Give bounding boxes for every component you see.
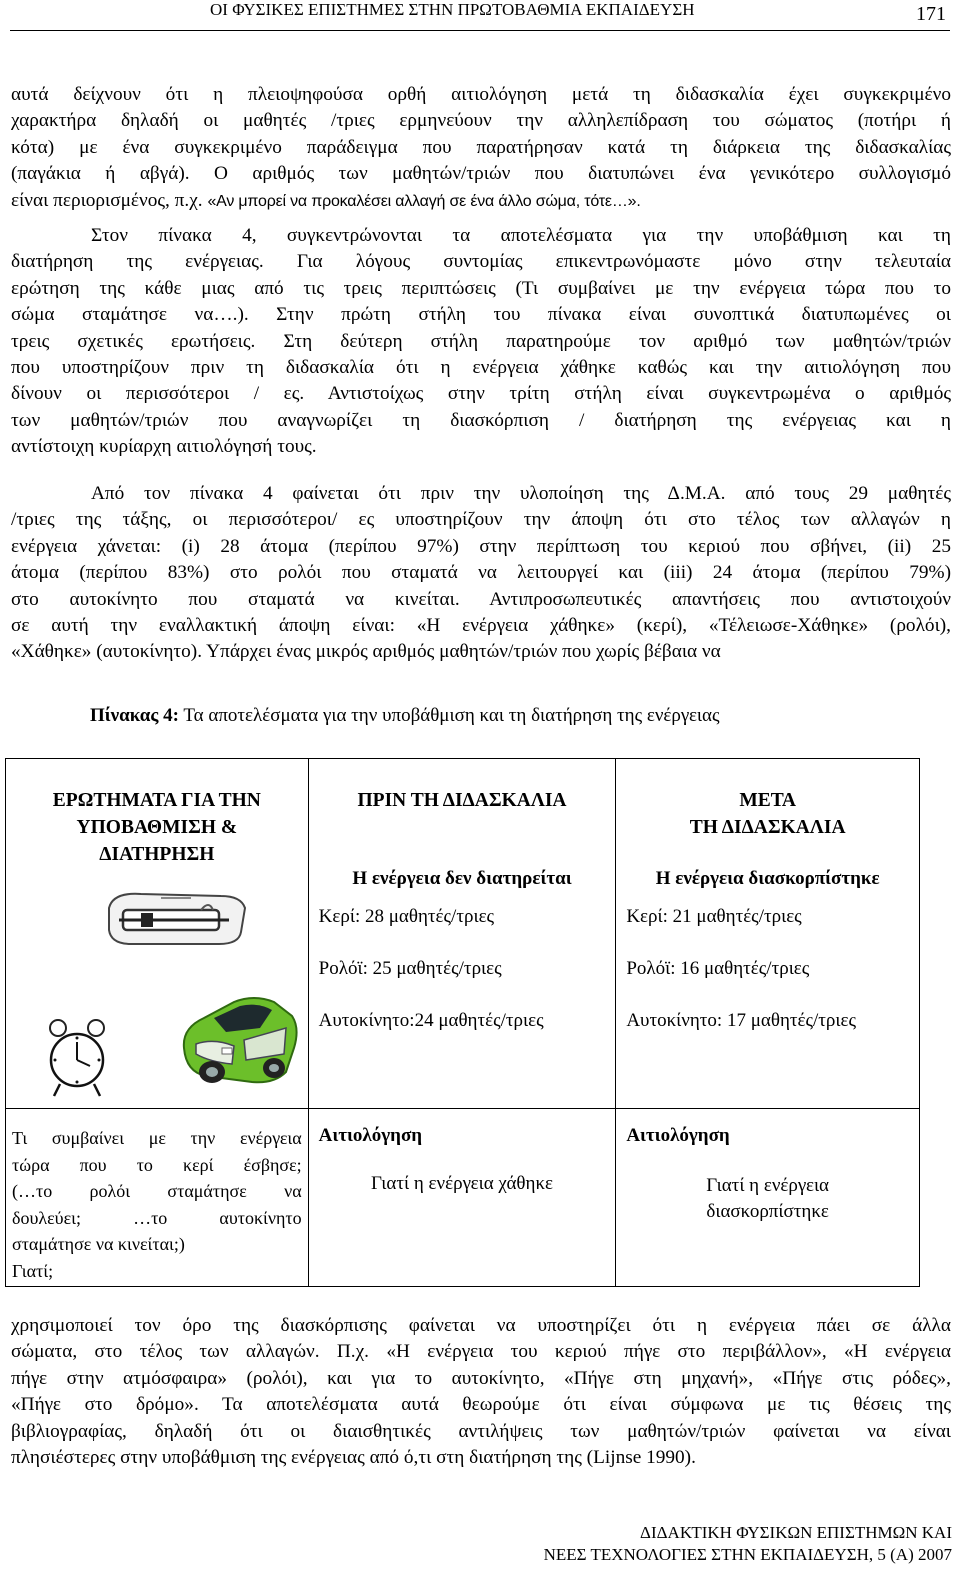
text-line: ενέργεια χάνεται: (i) 28 άτομα (περίπου 97%) στην περίπτωση του κεριού που σβήνει, (ii) 25 — [11, 535, 951, 557]
paragraph-2 — [11, 223, 951, 461]
clock-sketch-image — [46, 1016, 108, 1098]
text-line: πλησιέστερες στην υποβάθμιση της ενέργειας από ό,τι στη διατήρηση της (Lijnse 1990). — [11, 1447, 696, 1469]
text-line: (παγάκια ή αβγά). Ο αριθμός των μαθητών/τριών που διατυπώνει ένα γενικότερο συλλογισμό — [11, 163, 951, 185]
caption-text: Τα αποτελέσματα για την υποβάθμιση και τη διατήρηση της ενέργειας — [178, 705, 720, 726]
table-row — [6, 759, 920, 1109]
paragraph-4 — [11, 1313, 951, 1471]
after-justification-cell — [616, 1109, 920, 1287]
text-line: βιβλιογραφίας, δηλαδή ότι οι διαισθητικές αντιλήψεις των μαθητών/τριών φαίνεται να είναι — [11, 1420, 951, 1442]
before-value-candle: Κερί: 28 μαθητές/τριες — [318, 906, 495, 927]
text-line: πήγε στην ατμόσφαιρα» (ρολόι), και για το αυτοκίνητο, «Πήγε στη μηχανή», «Πήγε στις ρόδες», — [11, 1367, 951, 1389]
text-line: τρεις σχετικές ερωτήσεις. Στη δεύτερη στήλη παρατηρούμε τον αριθμό των μαθητών/τριών — [11, 330, 951, 352]
before-justification: Γιατί η ενέργεια χάθηκε — [370, 1173, 553, 1194]
after-teaching-cell — [616, 759, 920, 1109]
question-line: (…το ρολόι σταμάτησε να — [12, 1181, 302, 1201]
text-line: των μαθητών/τριών που αναγνωρίζει τη διασκόρπιση / διατήρηση της ενέργειας και η — [11, 409, 951, 431]
text-line: ερώτηση της κάθε μιας από τις τρεις περιπτώσεις (Τι συμβαίνει με την ενέργεια τώρα που το — [11, 277, 951, 299]
paragraph-1 — [11, 82, 951, 215]
text-line: Από τον πίνακα 4 φαίνεται ότι πριν την υλοποίηση της Δ.Μ.Α. από τους 29 μαθητές — [91, 483, 951, 504]
running-header: ΟΙ ΦΥΣΙΚΕΣ ΕΠΙΣΤΗΜΕΣ ΣΤΗΝ ΠΡΩΤΟΒΑΘΜΙΑ ΕΚΠΑΙΔΕΥΣΗ — [210, 0, 695, 19]
header-rule — [10, 30, 950, 31]
paragraph-3 — [11, 481, 951, 666]
justification-line: διασκορπίστηκε — [706, 1201, 829, 1222]
before-justification-cell — [308, 1109, 616, 1287]
question-line: τώρα που το κερί έσβησε; — [12, 1154, 302, 1175]
toy-car-image — [174, 988, 302, 1094]
text-line: που υποστηρίζουν πριν τη διδασκαλία ότι η ενέργεια χάθηκε καθώς και την αιτιολόγηση που — [11, 357, 951, 379]
text-line: σώματα, στο τέλος των αλλαγών. Π.χ. «Η ενέργεια του κεριού πήγε στο περιβάλλον», «Η ενέργεια — [11, 1341, 951, 1363]
before-teaching-cell — [308, 759, 616, 1109]
before-subheader: Η ενέργεια δεν διατηρείται — [352, 868, 572, 889]
caption-label: Πίνακας 4: — [90, 705, 179, 726]
text-line: αυτά δείχνουν ότι η πλειοψηφούσα ορθή αιτιολόγηση μετά τη διδασκαλία έχει συγκεκριμένο — [11, 84, 951, 105]
text-line: σε αυτή την εναλλακτική άποψη είναι: «Η ενέργεια χάθηκε» (κερί), «Τέλειωσε-Χάθηκε» (ρολόι), — [11, 615, 951, 637]
questions-column-header — [6, 787, 308, 868]
after-value-clock: Ρολόϊ: 16 μαθητές/τριες — [626, 958, 810, 979]
after-value-candle: Κερί: 21 μαθητές/τριες — [626, 906, 802, 927]
footer-line: ΝΕΕΣ ΤΕΧΝΟΛΟΓΙΕΣ ΣΤΗΝ ΕΚΠΑΙΔΕΥΣΗ, 5 (Α) 2007 — [543, 1545, 952, 1564]
text-line: Στον πίνακα 4, συγκεντρώνονται τα αποτελέσματα για την υποβάθμιση και τη — [91, 225, 951, 246]
text-line: /τριες της τάξης, οι περισσότεροι/ ες υποστηρίζουν την άποψη ότι στο τέλος των αλλαγών η — [11, 509, 951, 531]
after-justification — [616, 1173, 919, 1225]
question-text — [6, 1109, 308, 1284]
before-values — [309, 904, 616, 1034]
text-line: διατήρηση της ενέργειας. Για λόγους συντομίας επικεντρωνόμαστε μόνο στην τελευταία — [11, 251, 951, 273]
page-number: 171 — [916, 3, 946, 25]
question-line: Τι συμβαίνει με την ενέργεια — [12, 1128, 302, 1148]
text-line: δίνουν οι περισσότεροι / ες. Αντιστοίχως στην τρίτη στήλη είναι συγκεντρωμένα ο αριθμός — [11, 383, 951, 405]
results-table — [5, 758, 920, 1287]
question-line: Γιατί; — [12, 1260, 54, 1281]
student-quote: «Αν μπορεί να προκαλέσει αλλαγή σε ένα άλλο σώμα, τότε…». — [207, 192, 641, 210]
text-line: στο αυτοκίνητο που σταματά να κινείται. Αντιπροσωπευτικές απαντήσεις που αντιστοιχούν — [11, 588, 951, 610]
after-teaching-header — [616, 787, 919, 841]
header-line: ΜΕΤΑ — [739, 790, 796, 811]
after-value-car: Αυτοκίνητο: 17 μαθητές/τριες — [626, 1010, 857, 1031]
before-value-clock: Ρολόϊ: 25 μαθητές/τριες — [318, 958, 502, 979]
running-footer — [515, 1522, 952, 1566]
text-line: χαρακτήρα δηλαδή οι μαθητές /τριες ερμηνεύουν την αλληλεπίδραση του σώματος (ποτήρι ή — [11, 110, 951, 132]
questions-header-cell — [6, 759, 309, 1109]
table-caption — [90, 705, 720, 727]
after-values — [616, 904, 919, 1034]
text-line: χρησιμοποιεί τον όρο της διασκόρπισης φαίνεται να υποστηρίζει ότι η ενέργεια πάει σε άλλα — [11, 1315, 951, 1336]
question-line: σταμάτησε να κινείται;) — [12, 1234, 185, 1254]
candle-sketch-image — [101, 886, 251, 954]
footer-line: ΔΙΔΑΚΤΙΚΗ ΦΥΣΙΚΩΝ ΕΠΙΣΤΗΜΩΝ ΚΑΙ — [640, 1523, 952, 1542]
before-teaching-header: ΠΡΙΝ ΤΗ ΔΙΔΑΣΚΑΛΙΑ — [357, 790, 567, 811]
question-cell — [6, 1109, 309, 1287]
illustrations — [6, 868, 308, 1108]
text-line: «Χάθηκε» (αυτοκίνητο). Υπάρχει ένας μικρός αριθμός μαθητών/τριών που χωρίς βέβαια να — [11, 641, 721, 663]
text-line — [11, 188, 951, 215]
text-line: σώμα σταμάτησε να….). Στην πρώτη στήλη του πίνακα είναι συνοπτικά διατυπωμένες οι — [11, 304, 951, 326]
after-subheader: Η ενέργεια διασκορπίστηκε — [655, 868, 880, 889]
before-value-car: Αυτοκίνητο:24 μαθητές/τριες — [318, 1010, 544, 1031]
text-line: «Πήγε στο δρόμο». Τα αποτελέσματα αυτά θεωρούμε ότι είναι σύμφωνα με τις θέσεις της — [11, 1394, 951, 1416]
header-line: ΕΡΩΤΗΜΑΤΑ ΓΙΑ ΤΗΝ — [52, 790, 261, 811]
justification-line: Γιατί η ενέργεια — [706, 1175, 830, 1196]
header-line: ΔΙΑΤΗΡΗΣΗ — [99, 844, 215, 865]
table-row — [6, 1109, 920, 1287]
text-fragment: είναι περιορισμένος, π.χ. — [11, 189, 203, 211]
justification-label: Αιτιολόγηση — [626, 1125, 730, 1146]
justification-label: Αιτιολόγηση — [318, 1125, 423, 1146]
text-line: αντίστοιχη κυρίαρχη αιτιολόγησή τους. — [11, 436, 317, 458]
question-line: δουλεύει; …το αυτοκίνητο — [12, 1207, 302, 1228]
text-line: κότα) με ένα συγκεκριμένο παράδειγμα που παρατήρησαν κατά τη διάρκεια της διδασκαλίας — [11, 136, 951, 158]
header-line: ΥΠΟΒΑΘΜΙΣΗ & — [76, 817, 238, 838]
text-line: άτομα (περίπου 83%) στο ρολόι που σταματά να λειτουργεί και (iii) 24 άτομα (περίπου 79%) — [11, 562, 951, 584]
header-line: ΤΗ ΔΙΔΑΣΚΑΛΙΑ — [689, 817, 846, 838]
